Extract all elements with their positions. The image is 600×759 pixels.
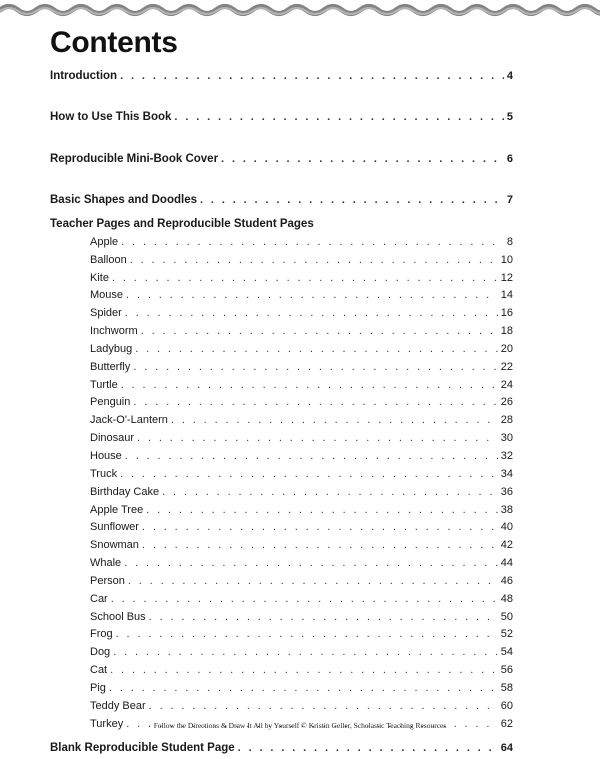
toc-entry-page: 62 [501,718,513,730]
toc-entry-page: 64 [501,742,513,754]
toc-sub-entry[interactable] [90,486,513,504]
toc-entry-page: 46 [501,575,513,587]
toc-sub-entry[interactable] [90,379,513,397]
dot-leader [128,575,498,587]
dot-leader [133,396,497,408]
toc-entry-how-to-use[interactable] [50,111,513,129]
page-title: Contents [50,26,178,60]
toc-entry-blank-student-page[interactable] [50,742,513,759]
toc-entry-label: School Bus [90,611,146,623]
dot-leader [135,343,498,355]
toc-entry-label: Turkey [90,718,123,730]
toc-entry-page: 60 [501,700,513,712]
toc-entry-label: Cat [90,664,107,676]
dot-leader [149,700,498,712]
toc-sub-entry[interactable] [90,628,513,646]
toc-entry-page: 8 [507,236,513,248]
toc-entry-page: 22 [501,361,513,373]
toc-entry-mini-book-cover[interactable] [50,153,513,171]
dot-leader [121,236,504,248]
toc-entry-label: Apple Tree [90,504,143,516]
toc-sub-entry[interactable] [90,682,513,700]
toc-entry-label: Introduction [50,70,117,82]
dot-leader [142,521,498,533]
toc-entry-label: House [90,450,122,462]
dot-leader [125,450,498,462]
toc-entry-label: Person [90,575,125,587]
toc-sub-entry[interactable] [90,414,513,432]
toc-entry-page: 44 [501,557,513,569]
page-footer: Follow the Directions & Draw It All by Yourself © Kristin Geller, Scholastic Teaching Resources [0,721,600,730]
toc-entry-page: 56 [501,664,513,676]
toc-entry-label: Reproducible Mini-Book Cover [50,153,218,165]
toc-entry-page: 54 [501,646,513,658]
toc-entry-basic-shapes[interactable] [50,194,513,212]
toc-sub-entry[interactable] [90,396,513,414]
toc-entry-page: 38 [501,504,513,516]
toc-entry-label: Apple [90,236,118,248]
dot-leader [110,664,498,676]
toc-entry-page: 4 [507,70,513,82]
toc-entry-label: Snowman [90,539,139,551]
toc-sub-entry[interactable] [90,700,513,718]
dot-leader [133,361,497,373]
dot-leader [111,593,498,605]
dot-leader [142,539,498,551]
toc-entry-page: 50 [501,611,513,623]
toc-entry-page: 58 [501,682,513,694]
toc-entry-page: 7 [507,194,513,206]
toc-entry-page: 34 [501,468,513,480]
toc-sub-entry[interactable] [90,254,513,272]
toc-sub-entry[interactable] [90,343,513,361]
toc-entry-page: 42 [501,539,513,551]
toc-entry-label: Frog [90,628,113,640]
toc-sub-entry[interactable] [90,504,513,522]
toc-entry-page: 36 [501,486,513,498]
toc-entry-page: 26 [501,396,513,408]
toc-sub-entry[interactable] [90,361,513,379]
toc-sub-entry[interactable] [90,432,513,450]
dot-leader [112,272,498,284]
toc-entry-page: 24 [501,379,513,391]
toc-entry-page: 28 [501,414,513,426]
toc-entry-label: Whale [90,557,121,569]
toc-sub-entry[interactable] [90,236,513,254]
toc-entry-label: Car [90,593,108,605]
toc-sub-entry[interactable] [90,450,513,468]
toc-entry-label: Spider [90,307,122,319]
toc-entry-page: 16 [501,307,513,319]
dot-leader [120,468,498,480]
toc-sub-entry[interactable] [90,307,513,325]
toc-entry-page: 18 [501,325,513,337]
dot-leader [130,254,498,266]
toc-sub-entry[interactable] [90,557,513,575]
toc-entry-label: Jack-O'-Lantern [90,414,168,426]
dot-leader [109,682,498,694]
toc-entry-label: Teddy Bear [90,700,146,712]
table-of-contents [50,70,513,759]
toc-entry-page: 12 [501,272,513,284]
toc-entry-label: Kite [90,272,109,284]
dot-leader [149,611,498,623]
toc-entry-page: 32 [501,450,513,462]
dot-leader [137,432,498,444]
toc-entry-label: How to Use This Book [50,111,171,123]
dot-leader [113,646,498,658]
toc-entry-page: 6 [507,153,513,165]
toc-entry-page: 48 [501,593,513,605]
toc-entry-page: 10 [501,254,513,266]
toc-sub-entry[interactable] [90,272,513,290]
toc-entry-page: 40 [501,521,513,533]
toc-sub-entry[interactable] [90,539,513,557]
toc-sub-entry[interactable] [90,664,513,682]
dot-leader [146,504,498,516]
dot-leader [174,111,503,123]
dot-leader [124,557,498,569]
toc-entry-page: 52 [501,628,513,640]
toc-sub-entry[interactable] [90,575,513,593]
toc-sub-entry[interactable] [90,325,513,343]
toc-entry-label: Blank Reproducible Student Page [50,742,235,754]
dot-leader [125,307,498,319]
toc-entry-label: Basic Shapes and Doodles [50,194,197,206]
toc-entry-page: 14 [501,289,513,301]
toc-sub-entry[interactable] [90,468,513,486]
dot-leader [221,153,504,165]
toc-entry-label: Ladybug [90,343,132,355]
toc-sub-entry[interactable] [90,611,513,629]
dot-leader [238,742,498,754]
toc-entry-page: 30 [501,432,513,444]
toc-entry-label: Dinosaur [90,432,134,444]
toc-sub-entry[interactable] [90,593,513,611]
toc-entry-label: Truck [90,468,117,480]
dot-leader [120,70,504,82]
toc-entry-page: 20 [501,343,513,355]
toc-entry-label: Penguin [90,396,130,408]
toc-sub-entry[interactable] [90,521,513,539]
section-heading: Teacher Pages and Reproducible Student Pages [50,218,513,236]
dot-leader [171,414,498,426]
toc-entry-label: Dog [90,646,110,658]
dot-leader [121,379,498,391]
toc-entry-label: Sunflower [90,521,139,533]
dot-leader [200,194,504,206]
wavy-border-decoration [0,0,600,28]
toc-entry-label: Birthday Cake [90,486,159,498]
toc-entry-label: Balloon [90,254,127,266]
toc-entry-label: Butterfly [90,361,130,373]
toc-entry-label: Inchworm [90,325,138,337]
dot-leader [141,325,498,337]
dot-leader [162,486,498,498]
dot-leader [116,628,498,640]
toc-sub-entry[interactable] [90,289,513,307]
dot-leader [126,289,498,301]
toc-entry-label: Pig [90,682,106,694]
toc-sub-entry[interactable] [90,646,513,664]
toc-entry-label: Mouse [90,289,123,301]
toc-entry-label: Turtle [90,379,118,391]
toc-entry-page: 5 [507,111,513,123]
toc-entry-introduction[interactable] [50,70,513,88]
